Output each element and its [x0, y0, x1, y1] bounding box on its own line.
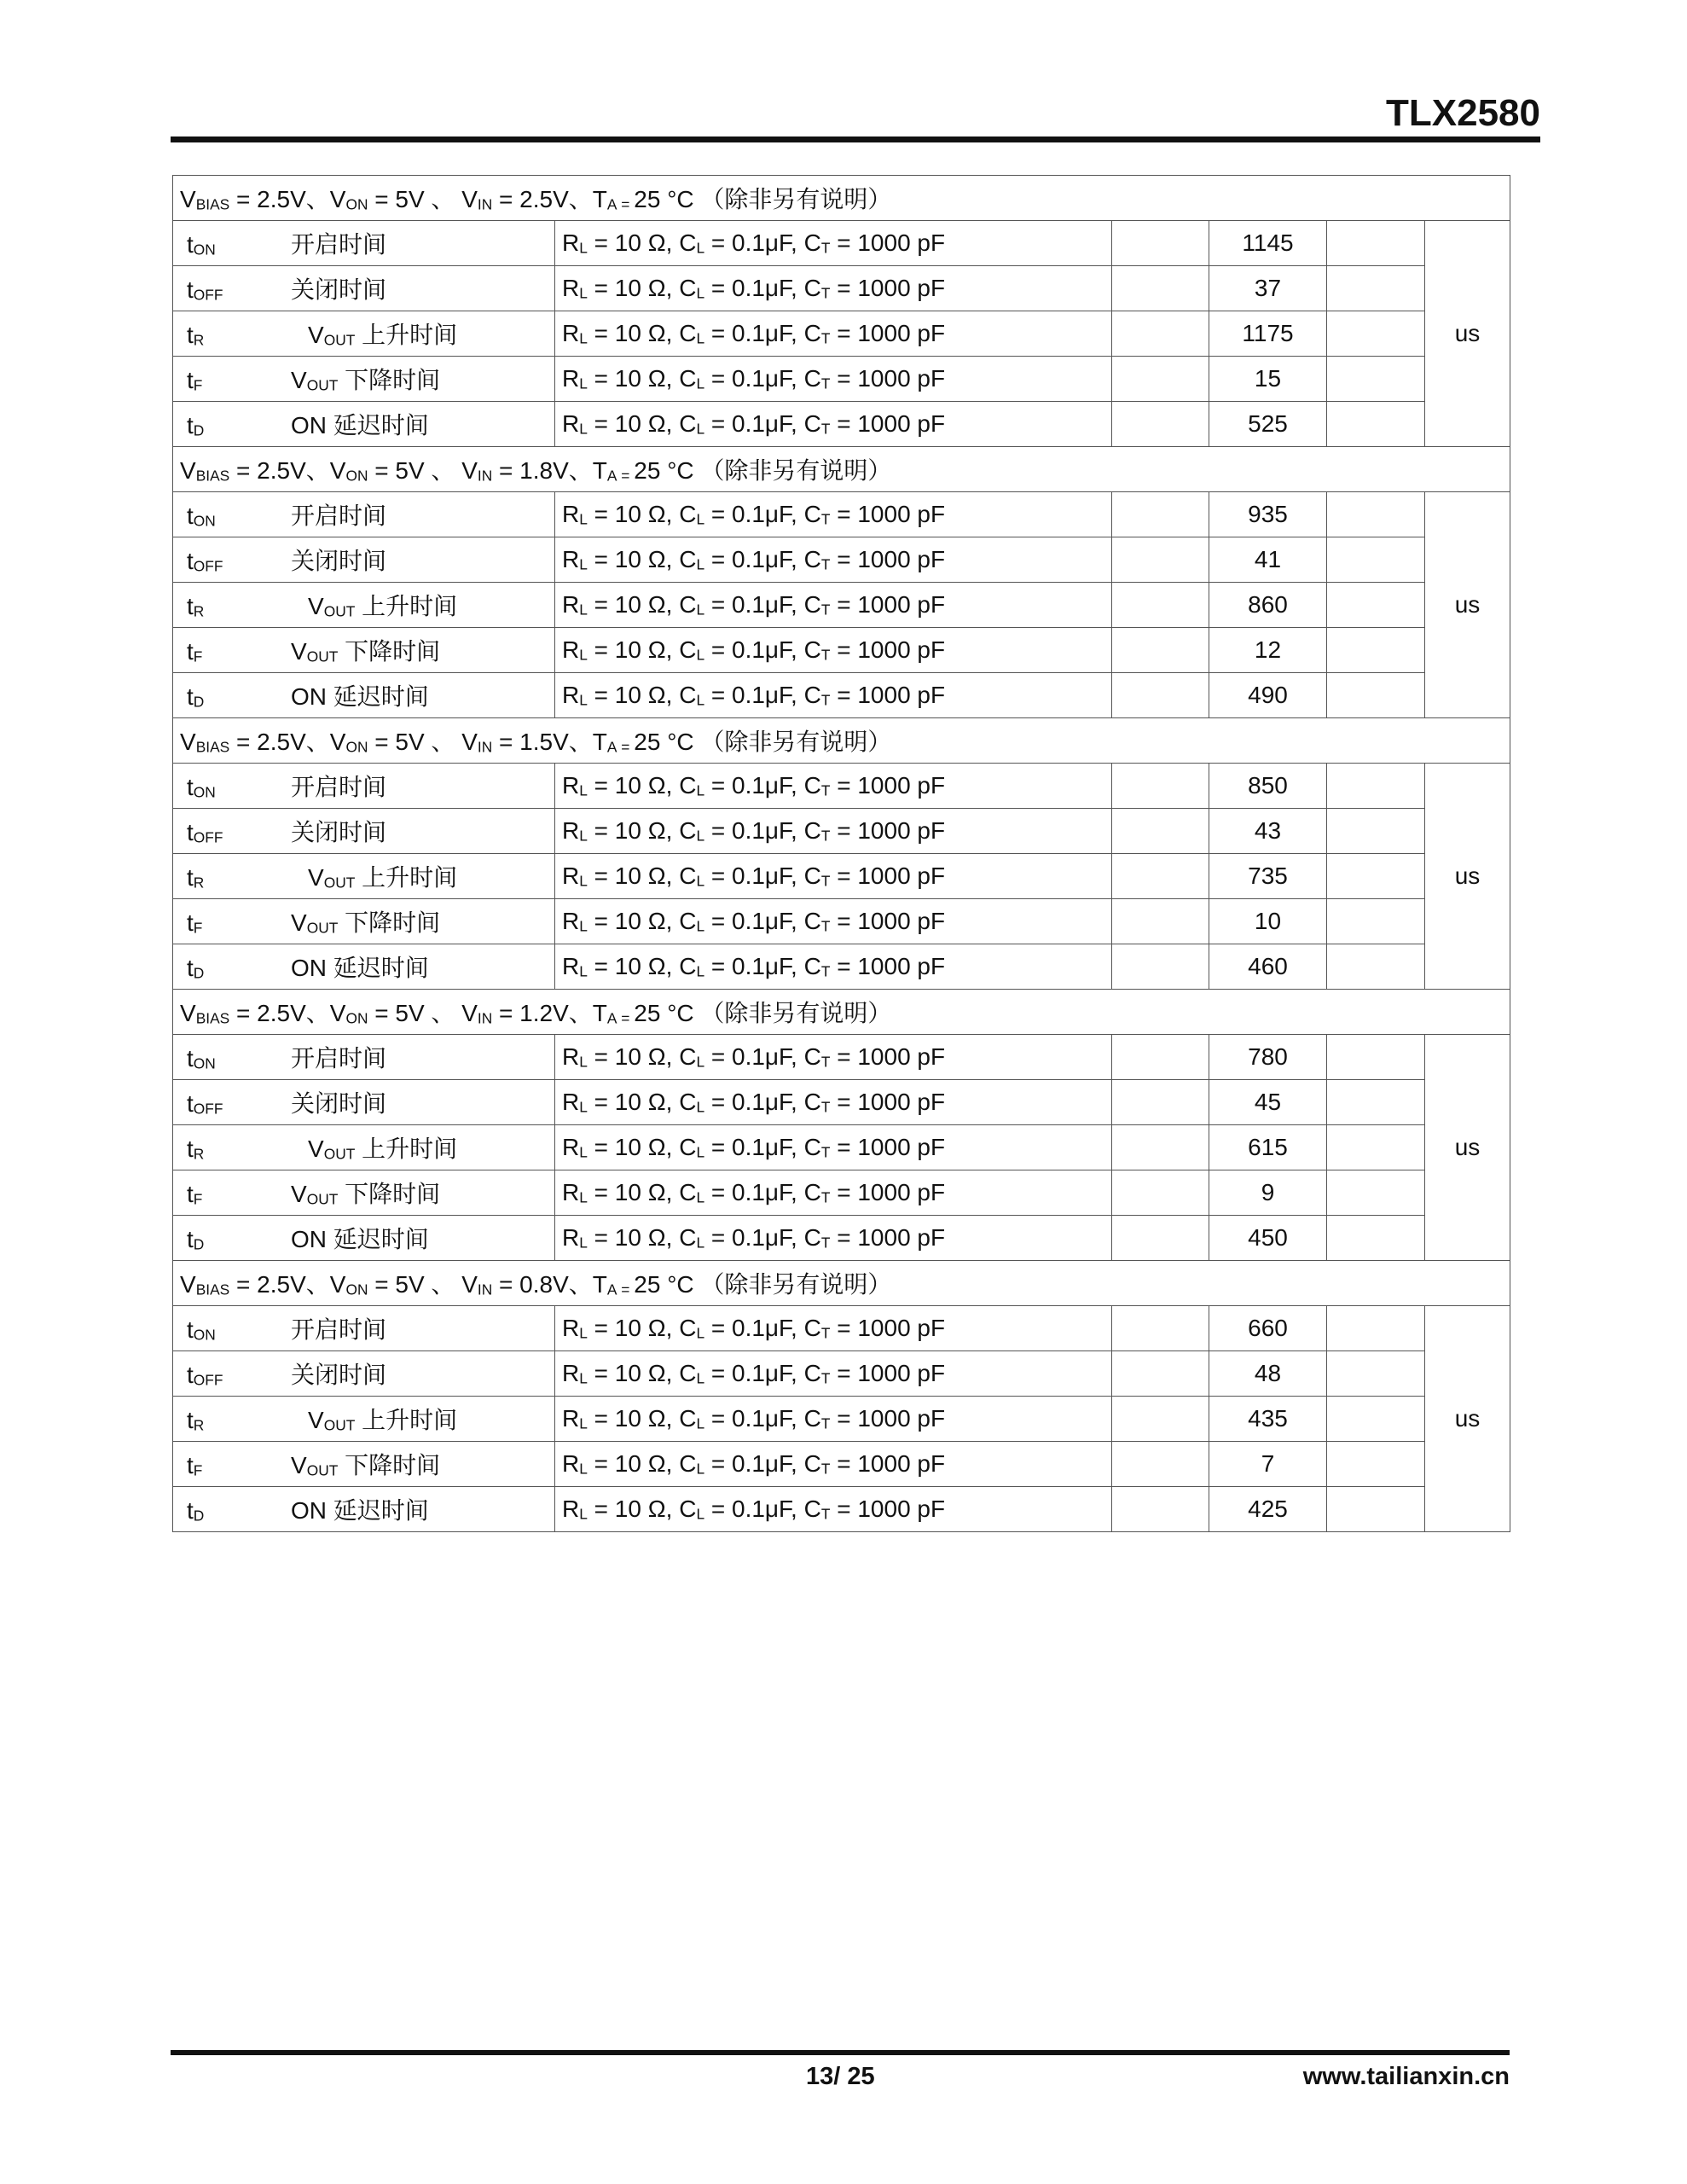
min-cell — [1112, 854, 1209, 899]
typical-value-cell: 10 — [1209, 899, 1327, 944]
typical-value-cell: 12 — [1209, 628, 1327, 673]
parameter-cell — [173, 944, 555, 990]
test-condition-cell: $R_L = 10$ Ω, $C_L = 0.1\mu F$, $C_T = 1000$ pF — [555, 673, 1112, 718]
parameter-description: ON 延迟时间 — [291, 412, 429, 439]
table-row — [173, 1351, 1510, 1397]
table-row — [173, 1306, 1510, 1351]
max-cell — [1327, 1035, 1425, 1080]
parameter-symbol: $t_R$ — [187, 1136, 205, 1163]
max-cell — [1327, 1125, 1425, 1170]
min-cell — [1112, 357, 1209, 402]
min-cell — [1112, 944, 1209, 990]
parameter-description: 开启时间 — [291, 231, 387, 258]
parameter-symbol: $t_D$ — [187, 1226, 205, 1253]
max-cell — [1327, 583, 1425, 628]
typical-value-cell: 850 — [1209, 764, 1327, 809]
max-cell — [1327, 221, 1425, 266]
table-row — [173, 221, 1510, 266]
parameter-description: 关闭时间 — [291, 819, 387, 845]
typical-value-cell: 860 — [1209, 583, 1327, 628]
parameter-cell — [173, 357, 555, 402]
max-cell — [1327, 537, 1425, 583]
page-number: 13/ 25 — [806, 2063, 875, 2090]
typical-value-cell: 735 — [1209, 854, 1327, 899]
typical-value-cell: 525 — [1209, 402, 1327, 447]
min-cell — [1112, 1035, 1209, 1080]
parameter-description: $V_{OUT}$ 上升时间 — [308, 1407, 458, 1434]
max-cell — [1327, 311, 1425, 357]
parameter-description: $V_{OUT}$ 上升时间 — [308, 1136, 458, 1163]
table-row — [173, 492, 1510, 537]
max-cell — [1327, 1487, 1425, 1532]
min-cell — [1112, 1442, 1209, 1487]
parameter-symbol: $t_F$ — [187, 1452, 203, 1479]
min-cell — [1112, 764, 1209, 809]
unit-cell: us — [1425, 1035, 1510, 1261]
condition-header: $V_{BIAS} = 2.5V$、$V_{ON} = 5V$ 、 $V_{IN} = 0.8V$、$T_A$ $_=$ 25 °C （除非另有说明） — [173, 1261, 1510, 1306]
test-condition-cell: $R_L = 10$ Ω, $C_L = 0.1\mu F$, $C_T = 1000$ pF — [555, 266, 1112, 311]
table-row — [173, 628, 1510, 673]
min-cell — [1112, 537, 1209, 583]
parameter-description: ON 延迟时间 — [291, 1226, 429, 1252]
parameter-cell — [173, 1125, 555, 1170]
parameter-description: 开启时间 — [291, 774, 387, 800]
table-row — [173, 944, 1510, 990]
parameter-cell — [173, 221, 555, 266]
table-row — [173, 1035, 1510, 1080]
min-cell — [1112, 899, 1209, 944]
timing-spec-table — [172, 175, 1510, 1532]
min-cell — [1112, 583, 1209, 628]
parameter-cell — [173, 1035, 555, 1080]
typical-value-cell: 41 — [1209, 537, 1327, 583]
parameter-symbol: $t_{ON}$ — [187, 1316, 216, 1344]
parameter-cell — [173, 899, 555, 944]
test-condition-cell: $R_L = 10$ Ω, $C_L = 0.1\mu F$, $C_T = 1000$ pF — [555, 221, 1112, 266]
typical-value-cell: 460 — [1209, 944, 1327, 990]
max-cell — [1327, 357, 1425, 402]
min-cell — [1112, 1080, 1209, 1125]
test-condition-cell: $R_L = 10$ Ω, $C_L = 0.1\mu F$, $C_T = 1000$ pF — [555, 628, 1112, 673]
table-row — [173, 1170, 1510, 1216]
test-condition-cell: $R_L = 10$ Ω, $C_L = 0.1\mu F$, $C_T = 1000$ pF — [555, 357, 1112, 402]
parameter-symbol: $t_F$ — [187, 909, 203, 937]
parameter-cell — [173, 266, 555, 311]
max-cell — [1327, 1397, 1425, 1442]
max-cell — [1327, 764, 1425, 809]
max-cell — [1327, 1306, 1425, 1351]
footer-rule — [171, 2050, 1510, 2055]
parameter-description: $V_{OUT}$ 下降时间 — [291, 367, 441, 394]
unit-cell: us — [1425, 1306, 1510, 1532]
parameter-description: $V_{OUT}$ 下降时间 — [291, 1452, 441, 1479]
typical-value-cell: 935 — [1209, 492, 1327, 537]
min-cell — [1112, 266, 1209, 311]
table-row — [173, 899, 1510, 944]
parameter-cell — [173, 1080, 555, 1125]
parameter-cell — [173, 537, 555, 583]
parameter-cell — [173, 1487, 555, 1532]
min-cell — [1112, 492, 1209, 537]
table-row — [173, 311, 1510, 357]
min-cell — [1112, 1125, 1209, 1170]
parameter-symbol: $t_{OFF}$ — [187, 548, 223, 575]
parameter-cell — [173, 1397, 555, 1442]
table-row — [173, 1442, 1510, 1487]
parameter-cell — [173, 492, 555, 537]
table-row — [173, 1125, 1510, 1170]
condition-row — [173, 990, 1510, 1035]
test-condition-cell: $R_L = 10$ Ω, $C_L = 0.1\mu F$, $C_T = 1000$ pF — [555, 583, 1112, 628]
typical-value-cell: 780 — [1209, 1035, 1327, 1080]
parameter-symbol: $t_D$ — [187, 412, 205, 439]
parameter-cell — [173, 764, 555, 809]
max-cell — [1327, 492, 1425, 537]
test-condition-cell: $R_L = 10$ Ω, $C_L = 0.1\mu F$, $C_T = 1000$ pF — [555, 311, 1112, 357]
table-row — [173, 357, 1510, 402]
parameter-symbol: $t_{OFF}$ — [187, 276, 223, 304]
typical-value-cell: 9 — [1209, 1170, 1327, 1216]
min-cell — [1112, 1170, 1209, 1216]
typical-value-cell: 660 — [1209, 1306, 1327, 1351]
typical-value-cell: 7 — [1209, 1442, 1327, 1487]
parameter-cell — [173, 311, 555, 357]
table-row — [173, 809, 1510, 854]
parameter-description: 关闭时间 — [291, 1090, 387, 1117]
parameter-description: 关闭时间 — [291, 548, 387, 574]
min-cell — [1112, 1351, 1209, 1397]
table-row — [173, 1397, 1510, 1442]
unit-cell: us — [1425, 764, 1510, 990]
typical-value-cell: 1175 — [1209, 311, 1327, 357]
parameter-description: 开启时间 — [291, 1045, 387, 1072]
parameter-cell — [173, 1170, 555, 1216]
typical-value-cell: 1145 — [1209, 221, 1327, 266]
min-cell — [1112, 1487, 1209, 1532]
min-cell — [1112, 402, 1209, 447]
parameter-symbol: $t_F$ — [187, 367, 203, 394]
parameter-symbol: $t_R$ — [187, 322, 205, 349]
typical-value-cell: 37 — [1209, 266, 1327, 311]
parameter-description: ON 延迟时间 — [291, 955, 429, 981]
max-cell — [1327, 628, 1425, 673]
parameter-cell — [173, 673, 555, 718]
max-cell — [1327, 673, 1425, 718]
parameter-description: 开启时间 — [291, 502, 387, 529]
parameter-symbol: $t_F$ — [187, 638, 203, 665]
max-cell — [1327, 1080, 1425, 1125]
typical-value-cell: 48 — [1209, 1351, 1327, 1397]
parameter-symbol: $t_{OFF}$ — [187, 1090, 223, 1118]
test-condition-cell: $R_L = 10$ Ω, $C_L = 0.1\mu F$, $C_T = 1000$ pF — [555, 1306, 1112, 1351]
min-cell — [1112, 1306, 1209, 1351]
test-condition-cell: $R_L = 10$ Ω, $C_L = 0.1\mu F$, $C_T = 1000$ pF — [555, 492, 1112, 537]
typical-value-cell: 45 — [1209, 1080, 1327, 1125]
parameter-symbol: $t_{OFF}$ — [187, 1362, 223, 1389]
parameter-cell — [173, 1351, 555, 1397]
condition-row — [173, 447, 1510, 492]
typical-value-cell: 425 — [1209, 1487, 1327, 1532]
min-cell — [1112, 1397, 1209, 1442]
typical-value-cell: 435 — [1209, 1397, 1327, 1442]
typical-value-cell: 43 — [1209, 809, 1327, 854]
test-condition-cell: $R_L = 10$ Ω, $C_L = 0.1\mu F$, $C_T = 1000$ pF — [555, 944, 1112, 990]
table-row — [173, 1216, 1510, 1261]
table-row — [173, 854, 1510, 899]
typical-value-cell: 615 — [1209, 1125, 1327, 1170]
parameter-cell — [173, 628, 555, 673]
parameter-symbol: $t_R$ — [187, 864, 205, 892]
test-condition-cell: $R_L = 10$ Ω, $C_L = 0.1\mu F$, $C_T = 1000$ pF — [555, 402, 1112, 447]
parameter-cell — [173, 1216, 555, 1261]
condition-row — [173, 1261, 1510, 1306]
max-cell — [1327, 854, 1425, 899]
min-cell — [1112, 1216, 1209, 1261]
condition-header: $V_{BIAS} = 2.5V$、$V_{ON} = 5V$ 、 $V_{IN} = 1.5V$、$T_A$ $_=$ 25 °C （除非另有说明） — [173, 718, 1510, 764]
parameter-symbol: $t_{ON}$ — [187, 774, 216, 801]
condition-header: $V_{BIAS} = 2.5V$、$V_{ON} = 5V$ 、 $V_{IN} = 2.5V$、$T_A$ $_=$ 25 °C （除非另有说明） — [173, 176, 1510, 221]
max-cell — [1327, 1442, 1425, 1487]
test-condition-cell: $R_L = 10$ Ω, $C_L = 0.1\mu F$, $C_T = 1000$ pF — [555, 1125, 1112, 1170]
test-condition-cell: $R_L = 10$ Ω, $C_L = 0.1\mu F$, $C_T = 1000$ pF — [555, 809, 1112, 854]
parameter-cell — [173, 854, 555, 899]
max-cell — [1327, 809, 1425, 854]
parameter-description: $V_{OUT}$ 上升时间 — [308, 322, 458, 349]
test-condition-cell: $R_L = 10$ Ω, $C_L = 0.1\mu F$, $C_T = 1000$ pF — [555, 899, 1112, 944]
parameter-description: 关闭时间 — [291, 276, 387, 303]
test-condition-cell: $R_L = 10$ Ω, $C_L = 0.1\mu F$, $C_T = 1000$ pF — [555, 1170, 1112, 1216]
min-cell — [1112, 673, 1209, 718]
parameter-cell — [173, 583, 555, 628]
typical-value-cell: 450 — [1209, 1216, 1327, 1261]
test-condition-cell: $R_L = 10$ Ω, $C_L = 0.1\mu F$, $C_T = 1000$ pF — [555, 1080, 1112, 1125]
parameter-description: $V_{OUT}$ 下降时间 — [291, 909, 441, 937]
table-row — [173, 764, 1510, 809]
max-cell — [1327, 1351, 1425, 1397]
parameter-description: $V_{OUT}$ 下降时间 — [291, 1181, 441, 1208]
test-condition-cell: $R_L = 10$ Ω, $C_L = 0.1\mu F$, $C_T = 1000$ pF — [555, 537, 1112, 583]
unit-cell: us — [1425, 221, 1510, 447]
table-row — [173, 1080, 1510, 1125]
parameter-symbol: $t_D$ — [187, 955, 205, 982]
test-condition-cell: $R_L = 10$ Ω, $C_L = 0.1\mu F$, $C_T = 1000$ pF — [555, 854, 1112, 899]
max-cell — [1327, 944, 1425, 990]
max-cell — [1327, 1216, 1425, 1261]
condition-row — [173, 718, 1510, 764]
test-condition-cell: $R_L = 10$ Ω, $C_L = 0.1\mu F$, $C_T = 1000$ pF — [555, 1035, 1112, 1080]
typical-value-cell: 490 — [1209, 673, 1327, 718]
parameter-symbol: $t_{ON}$ — [187, 231, 216, 258]
table-row — [173, 537, 1510, 583]
min-cell — [1112, 809, 1209, 854]
website: www.tailianxin.cn — [1302, 2063, 1510, 2090]
test-condition-cell: $R_L = 10$ Ω, $C_L = 0.1\mu F$, $C_T = 1000$ pF — [555, 1487, 1112, 1532]
parameter-symbol: $t_{OFF}$ — [187, 819, 223, 846]
parameter-cell — [173, 1442, 555, 1487]
typical-value-cell: 15 — [1209, 357, 1327, 402]
table-row — [173, 402, 1510, 447]
parameter-symbol: $t_{ON}$ — [187, 1045, 216, 1072]
max-cell — [1327, 402, 1425, 447]
test-condition-cell: $R_L = 10$ Ω, $C_L = 0.1\mu F$, $C_T = 1000$ pF — [555, 1216, 1112, 1261]
test-condition-cell: $R_L = 10$ Ω, $C_L = 0.1\mu F$, $C_T = 1000$ pF — [555, 1351, 1112, 1397]
parameter-description: $V_{OUT}$ 上升时间 — [308, 593, 458, 620]
parameter-symbol: $t_D$ — [187, 1497, 205, 1525]
unit-cell: us — [1425, 492, 1510, 718]
max-cell — [1327, 266, 1425, 311]
parameter-description: 开启时间 — [291, 1316, 387, 1343]
min-cell — [1112, 311, 1209, 357]
parameter-description: $V_{OUT}$ 下降时间 — [291, 638, 441, 665]
parameter-symbol: $t_R$ — [187, 1407, 205, 1434]
min-cell — [1112, 221, 1209, 266]
max-cell — [1327, 1170, 1425, 1216]
max-cell — [1327, 899, 1425, 944]
parameter-symbol: $t_D$ — [187, 683, 205, 711]
parameter-symbol: $t_R$ — [187, 593, 205, 620]
test-condition-cell: $R_L = 10$ Ω, $C_L = 0.1\mu F$, $C_T = 1000$ pF — [555, 764, 1112, 809]
test-condition-cell: $R_L = 10$ Ω, $C_L = 0.1\mu F$, $C_T = 1000$ pF — [555, 1442, 1112, 1487]
document-title: TLX2580 — [1386, 92, 1540, 134]
table-row — [173, 1487, 1510, 1532]
parameter-description: 关闭时间 — [291, 1362, 387, 1388]
parameter-cell — [173, 402, 555, 447]
parameter-cell — [173, 1306, 555, 1351]
parameter-symbol: $t_{ON}$ — [187, 502, 216, 530]
parameter-cell — [173, 809, 555, 854]
table-row — [173, 583, 1510, 628]
table-row — [173, 673, 1510, 718]
condition-header: $V_{BIAS} = 2.5V$、$V_{ON} = 5V$ 、 $V_{IN} = 1.2V$、$T_A$ $_=$ 25 °C （除非另有说明） — [173, 990, 1510, 1035]
parameter-description: $V_{OUT}$ 上升时间 — [308, 864, 458, 892]
condition-row — [173, 176, 1510, 221]
condition-header: $V_{BIAS} = 2.5V$、$V_{ON} = 5V$ 、 $V_{IN} = 1.8V$、$T_A$ $_=$ 25 °C （除非另有说明） — [173, 447, 1510, 492]
parameter-symbol: $t_F$ — [187, 1181, 203, 1208]
test-condition-cell: $R_L = 10$ Ω, $C_L = 0.1\mu F$, $C_T = 1000$ pF — [555, 1397, 1112, 1442]
table-row — [173, 266, 1510, 311]
min-cell — [1112, 628, 1209, 673]
header-rule — [171, 136, 1540, 142]
parameter-description: ON 延迟时间 — [291, 683, 429, 710]
parameter-description: ON 延迟时间 — [291, 1497, 429, 1524]
